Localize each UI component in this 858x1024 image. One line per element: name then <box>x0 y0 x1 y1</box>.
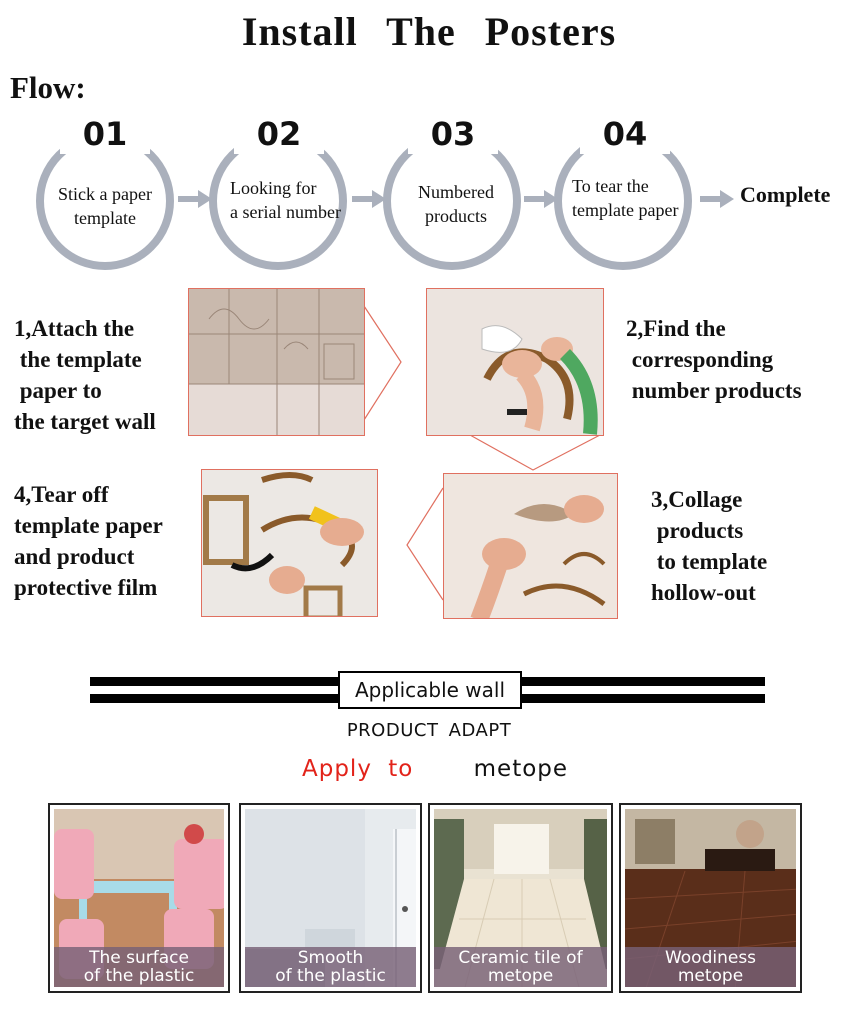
complete-label: Complete <box>740 182 831 207</box>
surface-ceramic-tile-image <box>434 809 607 987</box>
surface-smooth-plastic-caption-line1: Smooth <box>297 948 364 968</box>
surface-smooth-plastic-caption <box>245 947 416 987</box>
surface-smooth-plastic-image <box>245 809 416 987</box>
step-text-2-line2: a serial number <box>230 202 341 222</box>
photo-find-product <box>426 288 604 436</box>
step-text-3-line1: Numbered <box>418 182 494 202</box>
surface-wood-caption-line1: Woodiness <box>664 948 757 968</box>
surface-wood <box>619 803 802 993</box>
surface-ceramic-tile-caption-line2: metope <box>487 966 554 986</box>
photo-collage-products <box>443 473 618 619</box>
surface-plastic <box>48 803 230 993</box>
surface-wood-caption <box>625 947 796 987</box>
surface-smooth-plastic-caption-line2: of the plastic <box>275 966 386 986</box>
step-number-3: 03 <box>408 114 498 154</box>
instruction-step-2: 2,Find the corresponding number products <box>626 316 802 403</box>
surface-smooth-plastic <box>239 803 422 993</box>
surface-plastic-caption-line1: The surface <box>89 948 189 968</box>
surface-wood-image <box>625 809 796 987</box>
step-text-4-line2: template paper <box>572 200 679 220</box>
applicable-wall-label: Applicable wall <box>338 671 522 709</box>
photo-attach-template <box>188 288 365 436</box>
surface-plastic-caption-line2: of the plastic <box>83 966 195 986</box>
step-text-4-line1: To tear the <box>572 176 649 196</box>
product-adapt-label: PRODUCT ADAPT <box>346 720 512 741</box>
instruction-step-3: 3,Collage products to template hollow-out <box>651 487 768 605</box>
step-number-1: 01 <box>60 114 150 154</box>
surface-ceramic-tile-caption-line1: Ceramic tile of <box>458 948 583 968</box>
step-text-2-line1: Looking for <box>230 178 317 198</box>
instruction-step-4: 4,Tear off template paper and product protective film <box>14 482 163 600</box>
instruction-step-1: 1,Attach the the template paper to the target wall <box>14 316 156 434</box>
surface-ceramic-tile <box>428 803 613 993</box>
step-text-1-line2: template <box>74 208 136 228</box>
surface-ceramic-tile-caption <box>434 947 607 987</box>
photo-tear-template <box>201 469 378 617</box>
apply-to-label: Apply to <box>302 756 414 782</box>
step-number-4: 04 <box>580 114 670 154</box>
step-text-1-line1: Stick a paper <box>58 184 152 204</box>
surface-plastic-image <box>54 809 224 987</box>
metope-label: metope <box>473 756 569 782</box>
page-title: Install The Posters <box>241 9 617 54</box>
step-number-2: 02 <box>234 114 324 154</box>
surface-wood-caption-line2: metope <box>677 966 744 986</box>
step-text-3-line2: products <box>425 206 487 226</box>
surface-plastic-caption <box>54 947 224 987</box>
flow-label: Flow: <box>10 70 86 105</box>
apply-to-row <box>302 756 568 782</box>
